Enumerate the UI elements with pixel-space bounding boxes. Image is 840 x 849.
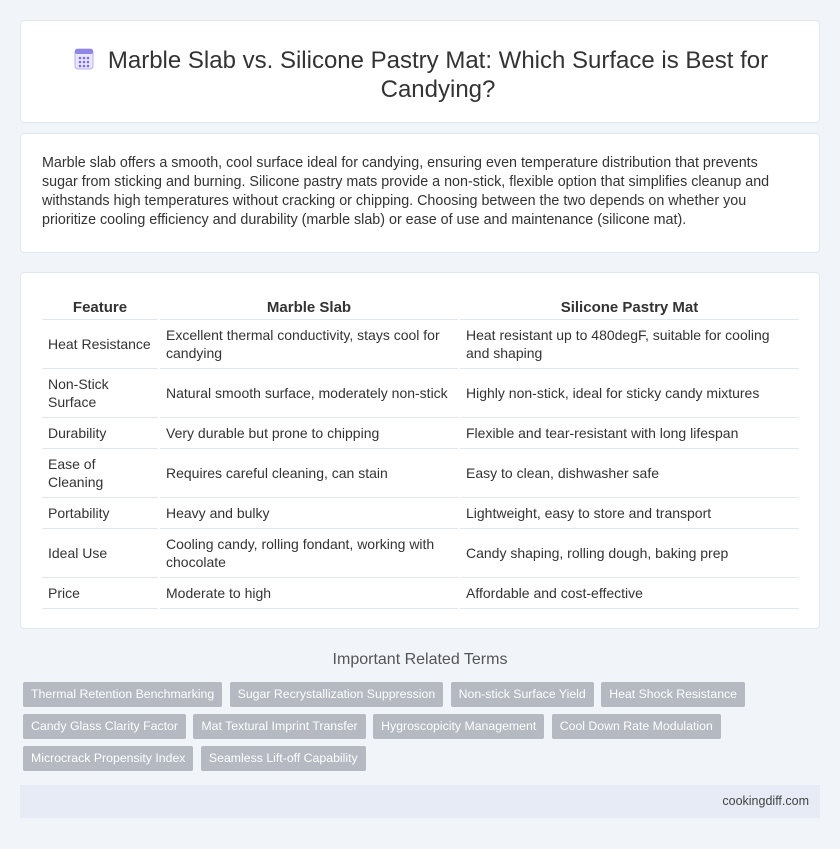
- intro-card: [20, 133, 820, 253]
- footer-site-link[interactable]: cookingdiff.com: [722, 794, 809, 808]
- row-silicone: Lightweight, easy to store and transport: [459, 497, 799, 528]
- row-marble: Requires careful cleaning, can stain: [159, 448, 459, 497]
- related-tag[interactable]: Thermal Retention Benchmarking: [23, 682, 222, 707]
- row-silicone: Candy shaping, rolling dough, baking prep: [459, 528, 799, 577]
- related-tag[interactable]: Mat Textural Imprint Transfer: [193, 714, 365, 739]
- related-terms-heading: Important Related Terms: [332, 651, 508, 668]
- title-wrap: [71, 46, 789, 104]
- row-silicone: Highly non-stick, ideal for sticky candy mixtures: [459, 368, 799, 417]
- table-row: [42, 497, 799, 528]
- header-card: [20, 20, 820, 123]
- intro-paragraph: Marble slab offers a smooth, cool surface ideal for candying, ensuring even temperature distribution that prevents sugar from sticking and burning. Silicone pastry mats provide a non-stick, flexible option that simplifies cleanup and withstands high temperatures without cracking or chipping. Choosing between the two depends on whether you prioritize cooling efficiency and durability (marble slab) or ease of use and maintenance (silicone mat).: [42, 155, 770, 228]
- row-marble: Heavy and bulky: [159, 497, 459, 528]
- row-feature: Ideal Use: [42, 528, 159, 577]
- related-tag[interactable]: Hygroscopicity Management: [373, 714, 544, 739]
- page-title: Marble Slab vs. Silicone Pastry Mat: Which Surface is Best for Candying?: [107, 47, 769, 103]
- row-feature: Price: [42, 577, 159, 608]
- table-header-row: [42, 296, 799, 319]
- row-silicone: Easy to clean, dishwasher safe: [459, 448, 799, 497]
- header-silicone-mat: Silicone Pastry Mat: [459, 296, 799, 319]
- table-row: [42, 448, 799, 497]
- row-feature: Non-Stick Surface: [42, 368, 159, 417]
- row-feature: Portability: [42, 497, 159, 528]
- row-silicone: Heat resistant up to 480degF, suitable for cooling and shaping: [459, 319, 799, 368]
- row-marble: Moderate to high: [159, 577, 459, 608]
- header-feature: Feature: [42, 296, 159, 319]
- related-tag[interactable]: Seamless Lift-off Capability: [201, 746, 366, 771]
- row-feature: Durability: [42, 417, 159, 448]
- comparison-table: [42, 296, 799, 609]
- row-silicone: Flexible and tear-resistant with long lifespan: [459, 417, 799, 448]
- row-silicone: Affordable and cost-effective: [459, 577, 799, 608]
- table-row: [42, 368, 799, 417]
- related-tag[interactable]: Heat Shock Resistance: [601, 682, 745, 707]
- table-row: [42, 528, 799, 577]
- row-marble: Excellent thermal conductivity, stays cool for candying: [159, 319, 459, 368]
- table-row: [42, 319, 799, 368]
- related-terms-tags: [23, 682, 763, 778]
- row-feature: Heat Resistance: [42, 319, 159, 368]
- related-tag[interactable]: Candy Glass Clarity Factor: [23, 714, 186, 739]
- row-marble: Natural smooth surface, moderately non-stick: [159, 368, 459, 417]
- table-row: [42, 577, 799, 608]
- row-marble: Very durable but prone to chipping: [159, 417, 459, 448]
- related-tag[interactable]: Sugar Recrystallization Suppression: [230, 682, 444, 707]
- related-tag[interactable]: Cool Down Rate Modulation: [552, 714, 721, 739]
- footer-bar: [20, 785, 820, 818]
- comparison-table-card: [20, 272, 820, 629]
- table-row: [42, 417, 799, 448]
- row-marble: Cooling candy, rolling fondant, working with chocolate: [159, 528, 459, 577]
- header-marble-slab: Marble Slab: [159, 296, 459, 319]
- related-tag[interactable]: Microcrack Propensity Index: [23, 746, 193, 771]
- related-tag[interactable]: Non-stick Surface Yield: [451, 682, 594, 707]
- row-feature: Ease of Cleaning: [42, 448, 159, 497]
